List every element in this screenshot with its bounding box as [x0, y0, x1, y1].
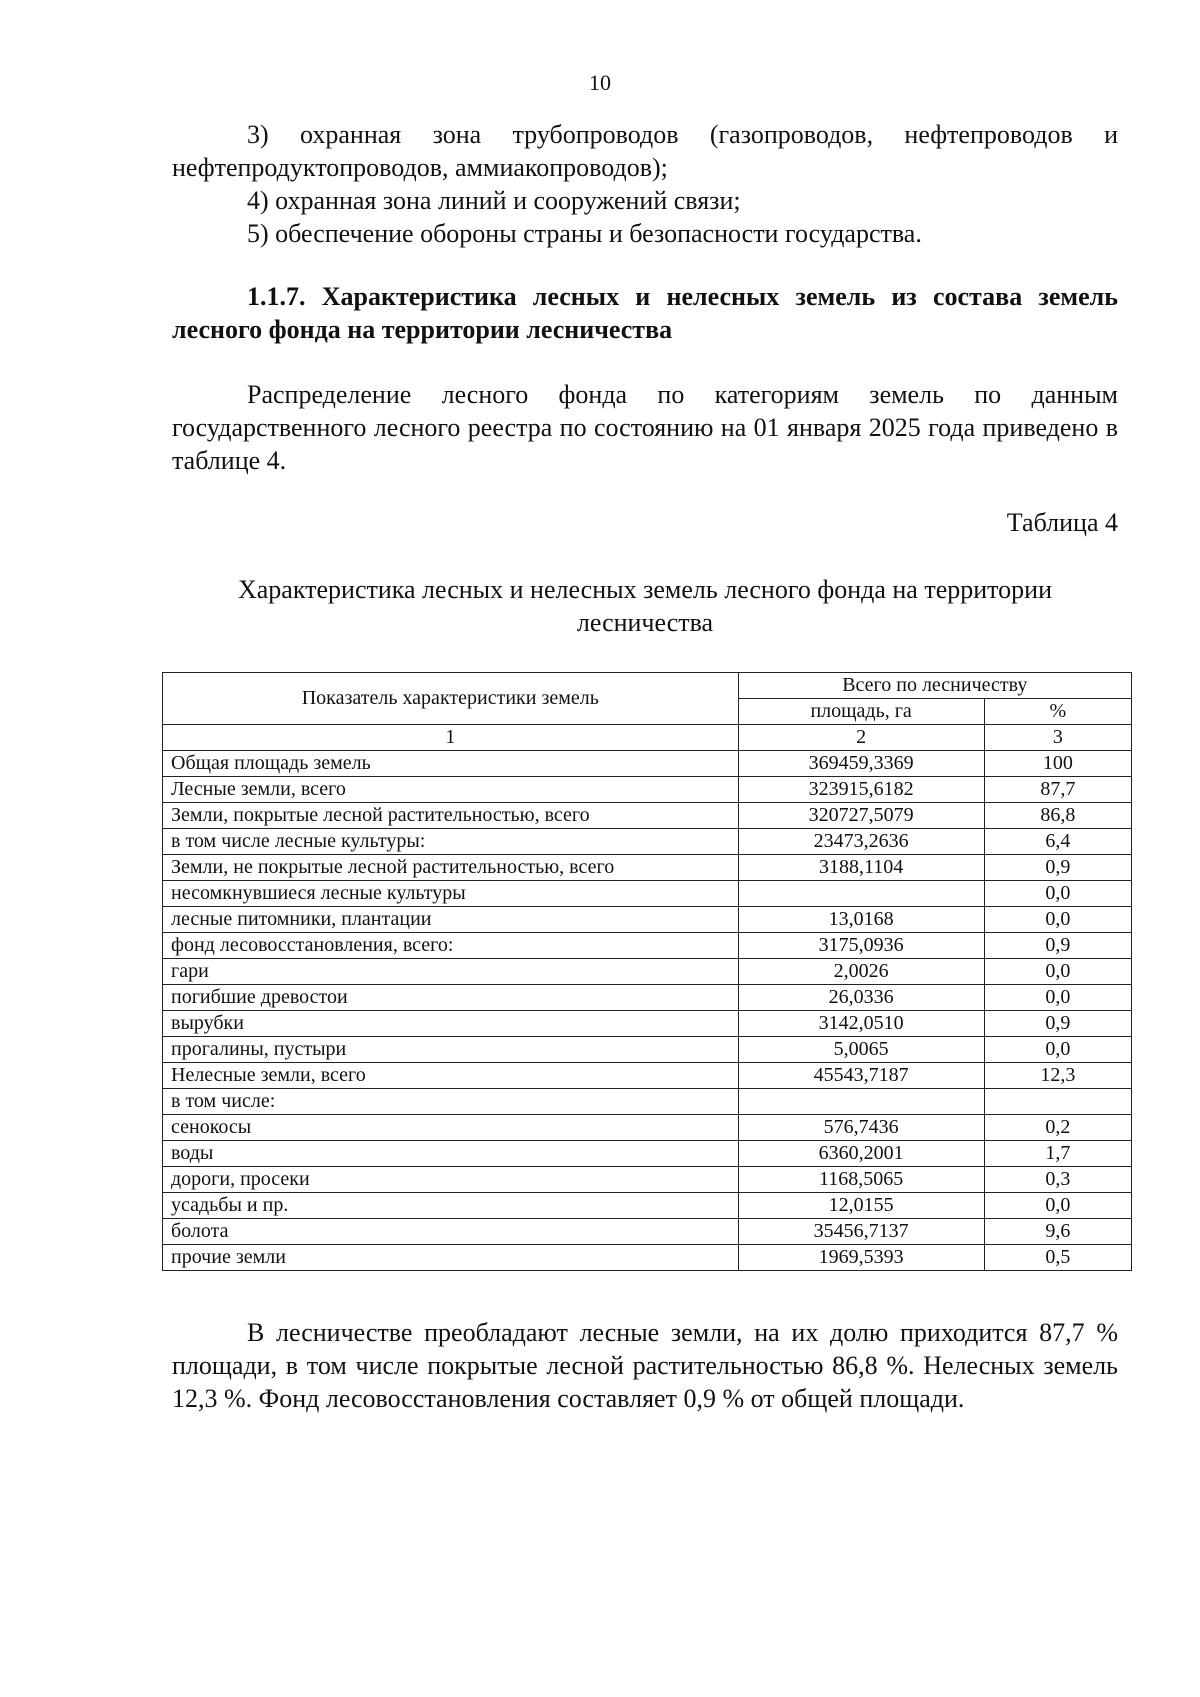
row-area: 2,0026	[738, 959, 984, 985]
land-characteristics-table	[162, 672, 1132, 1271]
table-row	[163, 803, 1132, 829]
row-label: Общая площадь земель	[163, 751, 739, 777]
list-item: 5) обеспечение обороны страны и безопасности государства.	[247, 219, 922, 248]
row-area: 323915,6182	[738, 777, 984, 803]
row-label: сенокосы	[163, 1115, 739, 1141]
row-area: 3142,0510	[738, 1011, 984, 1037]
row-percent: 6,4	[984, 829, 1131, 855]
table-row	[163, 1167, 1132, 1193]
row-percent: 0,0	[984, 1193, 1131, 1219]
row-percent: 87,7	[984, 777, 1131, 803]
row-area: 369459,3369	[738, 751, 984, 777]
row-label: Лесные земли, всего	[163, 777, 739, 803]
row-label: лесные питомники, плантации	[163, 907, 739, 933]
row-percent: 0,9	[984, 855, 1131, 881]
conclusion-paragraph	[172, 1316, 1118, 1415]
row-percent: 9,6	[984, 1219, 1131, 1245]
row-area: 26,0336	[738, 985, 984, 1011]
row-percent: 0,5	[984, 1245, 1131, 1271]
table-row	[163, 855, 1132, 881]
row-label: несомкнувшиеся лесные культуры	[163, 881, 739, 907]
table-row	[163, 1115, 1132, 1141]
row-percent: 0,9	[984, 933, 1131, 959]
list-item: 3) охранная зона трубопроводов (газопроводов, нефтепроводов и нефтепродуктопроводов, аммиакопроводов);	[172, 120, 1118, 182]
table-row	[163, 1245, 1132, 1271]
table-title: Характеристика лесных и нелесных земель лесного фонда на территории лесничества	[237, 575, 1052, 637]
header-percent: %	[984, 699, 1131, 725]
table-row	[163, 1193, 1132, 1219]
conclusion-paragraph-text: В лесничестве преобладают лесные земли, на их долю приходится 87,7 % площади, в том числе покрытые лесной растительностью 86,8 %. Нелесных земель 12,3 %. Фонд лесовосстановления составляет 0,9 % от общей площади.	[172, 1318, 1118, 1413]
row-label: Земли, покрытые лесной растительностью, всего	[163, 803, 739, 829]
row-label: фонд лесовосстановления, всего:	[163, 933, 739, 959]
row-area: 35456,7137	[738, 1219, 984, 1245]
row-percent: 0,2	[984, 1115, 1131, 1141]
intro-paragraph-text: Распределение лесного фонда по категориям земель по данным государственного лесного реестра по состоянию на 01 января 2025 года приведено в таблице 4.	[172, 380, 1118, 475]
column-number: 2	[738, 725, 984, 751]
column-number-row	[163, 725, 1132, 751]
row-percent: 86,8	[984, 803, 1131, 829]
row-area: 6360,2001	[738, 1141, 984, 1167]
list-item: 4) охранная зона линий и сооружений связи;	[247, 186, 741, 215]
row-area: 320727,5079	[738, 803, 984, 829]
row-area: 1168,5065	[738, 1167, 984, 1193]
row-area: 3175,0936	[738, 933, 984, 959]
table-row	[163, 1063, 1132, 1089]
row-percent: 0,0	[984, 1037, 1131, 1063]
row-label: воды	[163, 1141, 739, 1167]
row-percent: 0,0	[984, 907, 1131, 933]
table-row	[163, 1037, 1132, 1063]
row-percent: 12,3	[984, 1063, 1131, 1089]
row-percent: 0,9	[984, 1011, 1131, 1037]
row-percent	[984, 1089, 1131, 1115]
table-row	[163, 751, 1132, 777]
table-row	[163, 829, 1132, 855]
table-row	[163, 959, 1132, 985]
row-percent: 0,3	[984, 1167, 1131, 1193]
header-indicator: Показатель характеристики земель	[163, 673, 739, 725]
row-label: дороги, просеки	[163, 1167, 739, 1193]
header-total-group: Всего по лесничеству	[738, 673, 1131, 699]
row-area: 576,7436	[738, 1115, 984, 1141]
page-number: 10	[589, 70, 611, 95]
row-area: 45543,7187	[738, 1063, 984, 1089]
row-area: 5,0065	[738, 1037, 984, 1063]
row-percent: 0,0	[984, 959, 1131, 985]
table-body	[163, 751, 1132, 1271]
table-row	[163, 1089, 1132, 1115]
row-area	[738, 881, 984, 907]
row-label: Земли, не покрытые лесной растительностью, всего	[163, 855, 739, 881]
row-percent: 100	[984, 751, 1131, 777]
row-percent: 0,0	[984, 881, 1131, 907]
row-area: 3188,1104	[738, 855, 984, 881]
row-label: прочие земли	[163, 1245, 739, 1271]
row-area: 23473,2636	[738, 829, 984, 855]
table-row	[163, 907, 1132, 933]
list-block	[172, 118, 1118, 250]
intro-paragraph	[172, 378, 1118, 477]
row-area: 1969,5393	[738, 1245, 984, 1271]
row-percent: 1,7	[984, 1141, 1131, 1167]
row-label: прогалины, пустыри	[163, 1037, 739, 1063]
row-label: Нелесные земли, всего	[163, 1063, 739, 1089]
row-area: 13,0168	[738, 907, 984, 933]
row-area: 12,0155	[738, 1193, 984, 1219]
table-row	[163, 777, 1132, 803]
table-row	[163, 1219, 1132, 1245]
row-label: болота	[163, 1219, 739, 1245]
table-row	[163, 1141, 1132, 1167]
row-area	[738, 1089, 984, 1115]
column-number: 1	[163, 725, 739, 751]
header-area: площадь, га	[738, 699, 984, 725]
table-row	[163, 985, 1132, 1011]
row-label: усадьбы и пр.	[163, 1193, 739, 1219]
column-number: 3	[984, 725, 1131, 751]
table-header-row	[163, 673, 1132, 699]
section-heading-text: 1.1.7. Характеристика лесных и нелесных земель из состава земель лесного фонда на территории лесничества	[172, 282, 1118, 344]
row-label: погибшие древостои	[163, 985, 739, 1011]
table-row	[163, 933, 1132, 959]
table-label: Таблица 4	[1006, 508, 1118, 537]
row-label: в том числе лесные культуры:	[163, 829, 739, 855]
table-row	[163, 881, 1132, 907]
row-label: в том числе:	[163, 1089, 739, 1115]
row-percent: 0,0	[984, 985, 1131, 1011]
row-label: вырубки	[163, 1011, 739, 1037]
section-heading	[172, 280, 1118, 346]
row-label: гари	[163, 959, 739, 985]
table-row	[163, 1011, 1132, 1037]
